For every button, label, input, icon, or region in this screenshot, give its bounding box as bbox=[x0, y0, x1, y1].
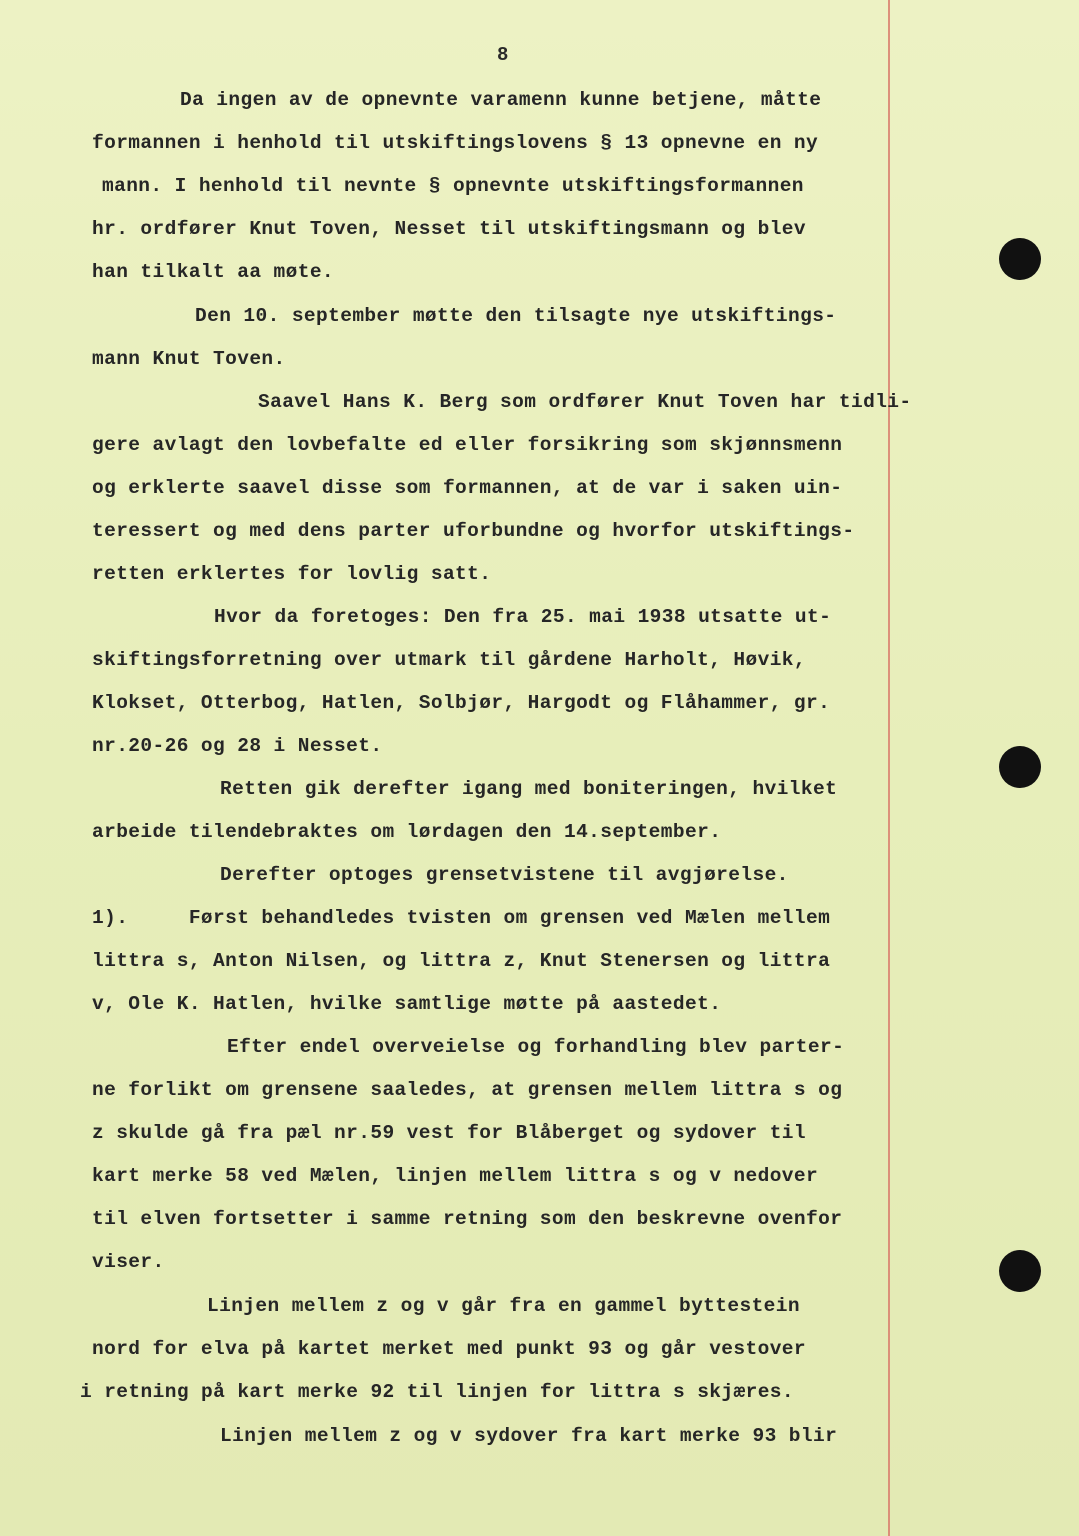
text-line: z skulde gå fra pæl nr.59 vest for Blåberget og sydover til bbox=[92, 1122, 807, 1144]
text-line: Den 10. september møtte den tilsagte nye utskiftings- bbox=[195, 305, 837, 327]
text-line: Saavel Hans K. Berg som ordfører Knut Toven har tidli- bbox=[258, 391, 912, 413]
text-line: teressert og med dens parter uforbundne og hvorfor utskiftings- bbox=[92, 520, 855, 542]
text-line: Da ingen av de opnevnte varamenn kunne betjene, måtte bbox=[180, 89, 822, 111]
text-line: arbeide tilendebraktes om lørdagen den 14.september. bbox=[92, 821, 722, 843]
punch-hole-top bbox=[999, 238, 1041, 280]
text-line: nr.20-26 og 28 i Nesset. bbox=[92, 735, 383, 757]
text-line: Linjen mellem z og v sydover fra kart merke 93 blir bbox=[220, 1425, 838, 1447]
text-line: retten erklertes for lovlig satt. bbox=[92, 563, 492, 585]
text-line: 1). Først behandledes tvisten om grensen ved Mælen mellem bbox=[92, 907, 831, 929]
text-line: Hvor da foretoges: Den fra 25. mai 1938 utsatte ut- bbox=[214, 606, 832, 628]
text-line: mann. I henhold til nevnte § opnevnte utskiftingsformannen bbox=[102, 175, 804, 197]
punch-hole-bottom bbox=[999, 1250, 1041, 1292]
text-line: skiftingsforretning over utmark til gårdene Harholt, Høvik, bbox=[92, 649, 807, 671]
text-line: hr. ordfører Knut Toven, Nesset til utskiftingsmann og blev bbox=[92, 218, 807, 240]
text-line: og erklerte saavel disse som formannen, at de var i saken uin- bbox=[92, 477, 843, 499]
text-line: Klokset, Otterbog, Hatlen, Solbjør, Hargodt og Flåhammer, gr. bbox=[92, 692, 831, 714]
punch-hole-middle bbox=[999, 746, 1041, 788]
text-line: v, Ole K. Hatlen, hvilke samtlige møtte på aastedet. bbox=[92, 993, 722, 1015]
text-line: mann Knut Toven. bbox=[92, 348, 286, 370]
text-line: Efter endel overveielse og forhandling blev parter- bbox=[227, 1036, 845, 1058]
text-line: Linjen mellem z og v går fra en gammel byttestein bbox=[207, 1295, 800, 1317]
text-line: til elven fortsetter i samme retning som den beskrevne ovenfor bbox=[92, 1208, 843, 1230]
page-number: 8 bbox=[497, 44, 509, 66]
text-line: ne forlikt om grensene saaledes, at grensen mellem littra s og bbox=[92, 1079, 843, 1101]
text-line: viser. bbox=[92, 1251, 165, 1273]
text-line: nord for elva på kartet merket med punkt 93 og går vestover bbox=[92, 1338, 807, 1360]
text-line: Derefter optoges grensetvistene til avgjørelse. bbox=[220, 864, 789, 886]
text-line: han tilkalt aa møte. bbox=[92, 261, 335, 283]
text-line: littra s, Anton Nilsen, og littra z, Knut Stenersen og littra bbox=[92, 950, 831, 972]
text-line: gere avlagt den lovbefalte ed eller forsikring som skjønnsmenn bbox=[92, 434, 843, 456]
text-line: Retten gik derefter igang med boniteringen, hvilket bbox=[220, 778, 838, 800]
text-line: kart merke 58 ved Mælen, linjen mellem littra s og v nedover bbox=[92, 1165, 819, 1187]
text-line: i retning på kart merke 92 til linjen for littra s skjæres. bbox=[80, 1381, 795, 1403]
text-line: formannen i henhold til utskiftingslovens § 13 opnevne en ny bbox=[92, 132, 819, 154]
margin-line bbox=[888, 0, 890, 1536]
